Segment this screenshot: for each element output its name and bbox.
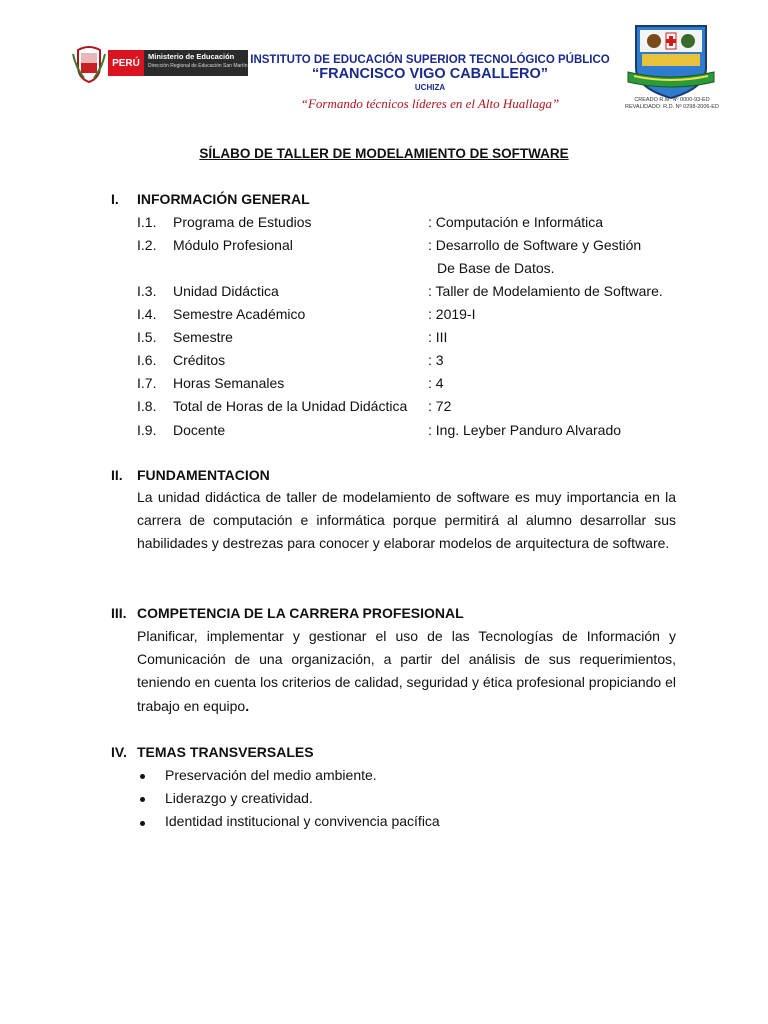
list-item-text: Identidad institucional y convivencia pacífica <box>165 813 440 829</box>
document-title: SÍLABO DE TALLER DE MODELAMIENTO DE SOFTWARE <box>199 146 569 161</box>
info-item-number: I.2. <box>137 237 157 253</box>
info-item-label: Total de Horas de la Unidad Didáctica <box>173 398 408 414</box>
document-header <box>0 0 768 120</box>
fundamentacion-paragraph: La unidad didáctica de taller de modelamiento de software es muy importancia en la carrera de computación e informática porque permitirá al alumno desarrollar sus habilidades y destrezas para conocer y elaborar modelos de arquitectura de software. <box>137 489 676 552</box>
info-item-value: : 3 <box>428 352 444 368</box>
info-item-value: : Computación e Informática <box>428 214 604 230</box>
info-item-value: : 72 <box>428 398 452 414</box>
section-number: I. <box>111 191 119 207</box>
institute-name: “FRANCISCO VIGO CABALLERO” <box>311 66 549 82</box>
institute-crest-icon <box>624 22 718 100</box>
info-item-label: Unidad Didáctica <box>173 283 279 299</box>
institute-motto: “Formando técnicos líderes en el Alto Huallaga” <box>300 96 560 111</box>
crest-caption-line2: REVALIDADO: R.D. Nº 0298-2006-ED <box>625 103 719 110</box>
institute-place: UCHIZA <box>414 83 446 92</box>
ministry-block <box>144 50 248 76</box>
info-item-value-continued: De Base de Datos. <box>437 260 555 276</box>
competencia-period: . <box>245 697 250 714</box>
list-item-text: Preservación del medio ambiente. <box>165 767 377 783</box>
info-item-label: Semestre <box>173 329 233 345</box>
competencia-text: Planificar, implementar y gestionar el uso de las Tecnologías de Información y Comunicación de una organización, a partir del análisis de sus requerimientos, teniendo en cuenta los criterios de calidad, seguridad y ética profesional propiciando el trabajo en equipo <box>137 628 676 714</box>
section-title-temas-transversales: TEMAS TRANSVERSALES <box>137 744 314 760</box>
info-item-label: Semestre Académico <box>173 306 306 322</box>
info-item-value: : Taller de Modelamiento de Software. <box>428 283 663 299</box>
info-item-value: : Desarrollo de Software y Gestión <box>428 237 642 253</box>
info-item-label: Horas Semanales <box>173 375 285 391</box>
info-item-value: : Ing. Leyber Panduro Alvarado <box>428 422 622 438</box>
info-item-label: Programa de Estudios <box>173 214 312 230</box>
regional-office: Dirección Regional de Educación San Martín <box>148 63 248 69</box>
info-item-number: I.8. <box>137 398 157 414</box>
info-item-label: Docente <box>173 422 226 438</box>
section-title-competencia: COMPETENCIA DE LA CARRERA PROFESIONAL <box>137 605 464 621</box>
section-number: IV. <box>111 744 127 760</box>
bullet-icon <box>140 821 145 826</box>
info-item-label: Módulo Profesional <box>173 237 293 253</box>
info-item-number: I.9. <box>137 422 157 438</box>
crest-caption-line1: CREADO R.M. Nº 0000-93-ED <box>634 97 710 103</box>
info-item-number: I.1. <box>137 214 157 230</box>
institute-heading <box>240 54 620 93</box>
info-item-number: I.5. <box>137 329 157 345</box>
national-shield-icon <box>72 44 106 84</box>
peru-label: PERÚ <box>108 50 144 76</box>
section-number: II. <box>111 467 123 483</box>
info-item-value: : 2019-I <box>428 306 476 322</box>
bullet-icon <box>140 797 145 802</box>
info-item-number: I.3. <box>137 283 157 299</box>
section-title-fundamentacion: FUNDAMENTACION <box>137 467 270 483</box>
ministry-name: Ministerio de Educación <box>148 52 235 61</box>
info-item-number: I.7. <box>137 375 157 391</box>
section-title-informacion-general: INFORMACIÓN GENERAL <box>137 191 310 207</box>
list-item-text: Liderazgo y creatividad. <box>165 790 313 806</box>
competencia-paragraph <box>137 625 676 718</box>
info-item-number: I.6. <box>137 352 157 368</box>
section-number: III. <box>111 605 127 621</box>
ministry-logo <box>108 50 248 76</box>
bullet-icon <box>140 774 145 779</box>
info-item-number: I.4. <box>137 306 157 322</box>
info-item-value: : III <box>428 329 448 345</box>
info-item-value: : 4 <box>428 375 444 391</box>
crest-caption <box>622 97 722 110</box>
info-item-label: Créditos <box>173 352 226 368</box>
institute-type: INSTITUTO DE EDUCACIÓN SUPERIOR TECNOLÓGICO PÚBLICO <box>250 54 610 66</box>
